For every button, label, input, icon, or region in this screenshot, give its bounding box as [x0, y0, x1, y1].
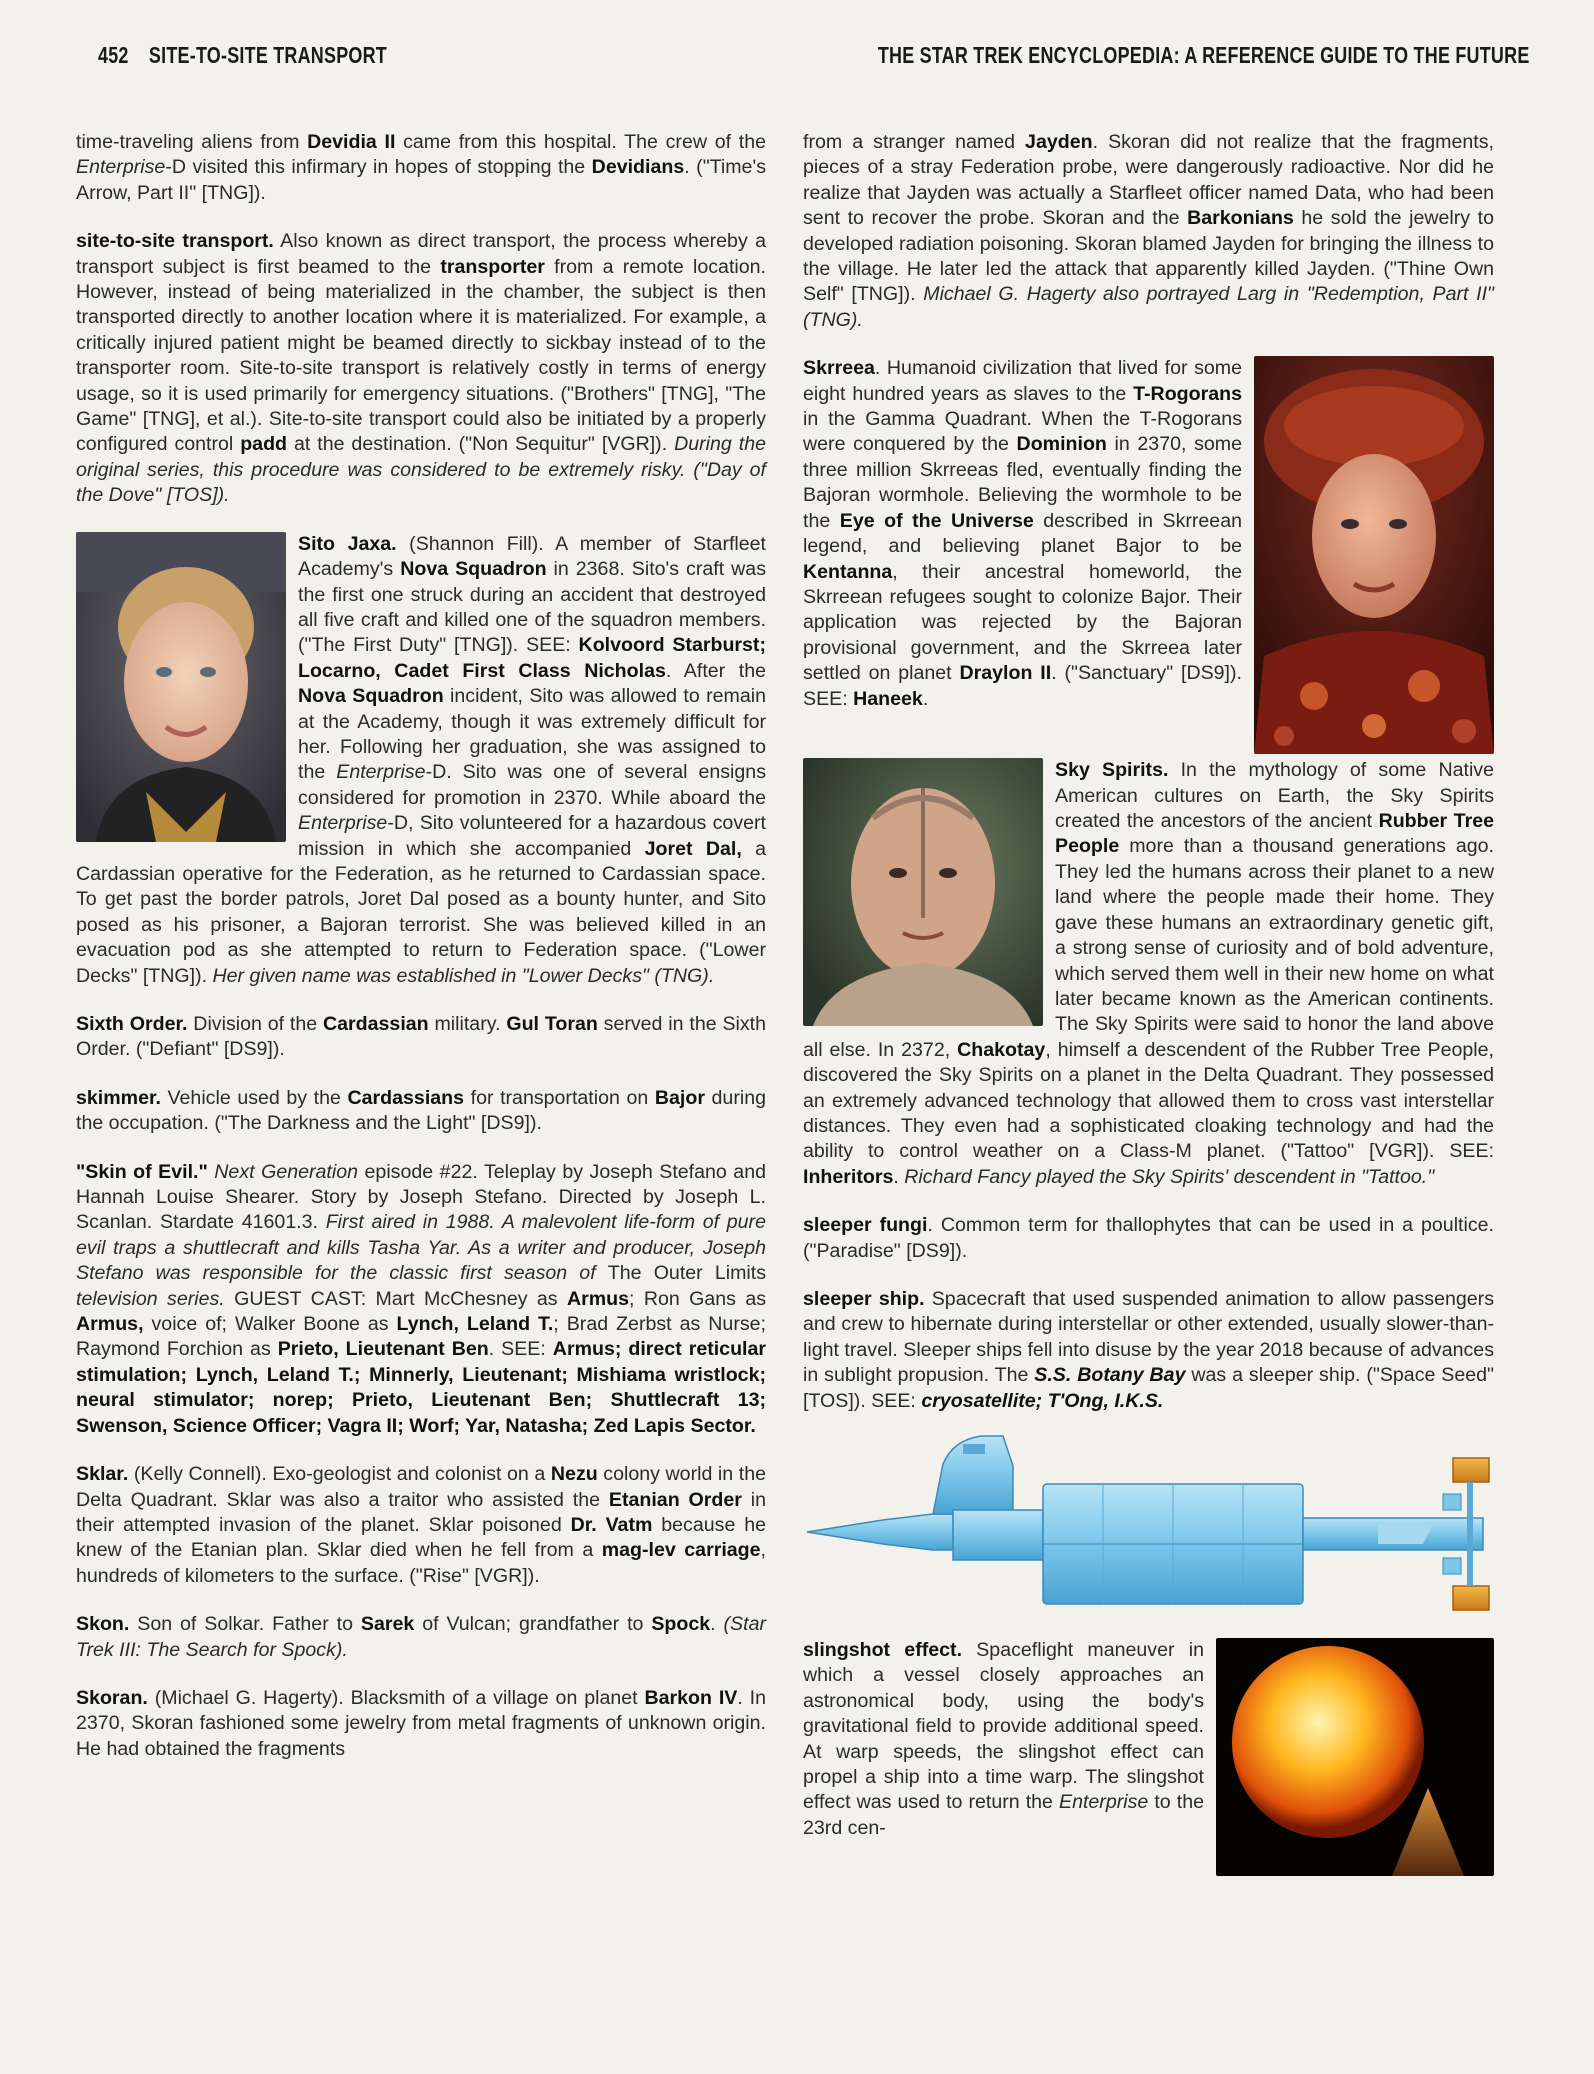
- text-run: ; Ron Gans as: [629, 1287, 767, 1310]
- text-run: in the Gamma Quadrant. When the T-Rogorans were conquered by the: [803, 408, 1242, 456]
- text-run: . Skoran did not realize that the fragments, pieces of a stray Federation probe, were dangerously radioactive. Nor did he realize that Jayden was actually a Starfleet officer named Data, who had been sent to recover the probe. Skoran and the: [803, 131, 1494, 230]
- text-run: Jayden: [1025, 131, 1093, 153]
- text-run: Kolvoord Starburst; Locarno, Cadet First Class Nicholas: [298, 634, 766, 682]
- text-run: (Kelly Connell). Exo-geologist and colonist on a: [128, 1463, 551, 1486]
- text-run: from a stranger named: [803, 131, 1026, 153]
- text-run: a Cardassian operative for the Federation, as he returned to Cardassian space. To get past the border patrols, Joret Dal posed as a bounty hunter, and Sito posed as his prisoner, a Bajoran terrorist. She was believed killed in an evacuation pod as she attempted to return to Federation space. ("Lower Decks" [TNG]).: [76, 837, 766, 987]
- text-run: Spock: [651, 1613, 711, 1636]
- text-run: , hundreds of kilometers to the surface. ("Rise" [VGR]).: [76, 1539, 766, 1587]
- text-run: in their attempted invasion of the planet. Sklar poisoned: [76, 1488, 766, 1536]
- text-run: During the original series, this procedure was considered to be extremely risky. ("Day of the Dove" [TOS]).: [76, 433, 766, 507]
- text-run: Enterprise: [1059, 1791, 1149, 1814]
- text-run: time-traveling aliens from: [76, 131, 308, 153]
- sleeper-ship-illustration: [803, 1424, 1494, 1624]
- text-run: Also known as direct transport, the process whereby a transport subject is first beamed to the: [76, 230, 767, 278]
- text-run: T-Rogorans: [1133, 382, 1242, 405]
- entry-sleeper-ship: [803, 1287, 1494, 1414]
- text-run: (Michael G. Hagerty). Blacksmith of a village on planet: [147, 1686, 645, 1709]
- text-run: . ("Sanctuary" [DS9]). SEE:: [803, 662, 1242, 710]
- text-run: Devidians: [591, 156, 685, 179]
- text-run: Rubber Tree People: [1055, 810, 1494, 858]
- text-run: Her given name was established in "Lower Decks" (TNG).: [212, 964, 715, 987]
- text-run: described in Skrreean legend, and believing planet Bajor to be: [803, 509, 1242, 558]
- text-run: Armus,: [76, 1313, 144, 1336]
- text-run: in 2368. Sito's craft was the first one struck during an accident that destroyed all five craft and killed one of the squadron members. ("The First Duty" [TNG]). SEE:: [298, 558, 766, 657]
- text-run: Prieto, Lieutenant Ben: [277, 1338, 489, 1361]
- text-run: was a sleeper ship. ("Space Seed" [TOS]). SEE:: [803, 1364, 1494, 1412]
- text-run: -D visited this infirmary in hopes of stopping the: [165, 156, 592, 179]
- text-run: Spacecraft that used suspended animation to allow passengers and crew to hibernate during interstellar or other extended, usually slower-than-light travel. Sleeper ships fell into disuse by the year 2018 because of advances in sublight propusion. The: [803, 1287, 1494, 1387]
- text-run: First aired in 1988. A malevolent life-form of pure evil traps a shuttlecraft and kills Tasha Yar. As a writer and producer, Joseph Stefano was responsible for the classic first season of: [76, 1211, 766, 1285]
- text-run: for transportation on: [464, 1086, 655, 1109]
- text-run: , himself a descendent of the Rubber Tree People, discovered the Sky Spirits on a planet in the Delta Quadrant. They possessed an extremely advanced technology that allowed them to cross vast interstellar distances. They even had a sophisticated cloaking technology and had the ability to control weather on a Class-M planet. ("Tattoo" [VGR]). SEE:: [803, 1038, 1495, 1163]
- text-run: Enterprise: [76, 156, 166, 179]
- text-run: transporter: [440, 255, 545, 278]
- text-run: Nova Squadron: [298, 685, 444, 708]
- page-header: [70, 42, 1530, 80]
- text-run: .: [710, 1613, 724, 1636]
- entry-skin-of-evil: [76, 1160, 766, 1439]
- entry-sleeper-fungi: [803, 1213, 1494, 1264]
- text-run: . SEE:: [488, 1338, 553, 1361]
- text-run: Barkon IV: [644, 1686, 738, 1709]
- text-run: Dr. Vatm: [570, 1513, 653, 1536]
- text-run: . Common term for thallophytes that can be used in a poultice. ("Paradise" [DS9]).: [803, 1214, 1494, 1262]
- book-title: THE STAR TREK ENCYCLOPEDIA: A REFERENCE GUIDE TO THE FUTURE: [878, 42, 1530, 68]
- text-run: cryosatellite; T'Ong, I.K.S.: [921, 1389, 1164, 1412]
- headword: Sky Spirits.: [1055, 759, 1169, 782]
- sky-spirit-photo: [803, 758, 1043, 1026]
- page-number: 452: [98, 42, 129, 68]
- text-run: Enterprise: [298, 812, 388, 835]
- text-run: Devidia II: [307, 131, 396, 153]
- entry-sklar: [76, 1462, 766, 1589]
- text-run: . ("Time's Arrow, Part II" [TNG]).: [76, 156, 766, 204]
- text-run: Michael G. Hagerty also portrayed Larg in "Redemption, Part II" (TNG).: [803, 283, 1494, 331]
- text-run: -D. Sito was one of several ensigns considered for promotion in 2370. While aboard the: [298, 761, 767, 809]
- text-run: from a remote location. However, instead of being materialized in the chamber, the subject is then transported directly to another location where it is materialized. For example, a critically injured patient might be beamed directly to sickbay instead of to the transporter room. Site-to-site transport is relatively costly in terms of energy usage, so it is used primarily for emergency situations. ("Brothers" [TNG], "The Game" [TNG], et al.). Site-to-site transport could also be initiated by a properly configured control: [76, 255, 766, 456]
- text-run: voice of; Walker Boone as: [143, 1313, 397, 1336]
- headword: Sklar.: [76, 1463, 129, 1486]
- entry-skon: [76, 1612, 766, 1663]
- text-run: Vehicle used by the: [160, 1086, 348, 1109]
- headword: skimmer.: [76, 1086, 161, 1109]
- entry-sixth-order: [76, 1012, 766, 1063]
- text-run: Enterprise: [336, 761, 426, 784]
- text-run: The Outer Limits: [607, 1262, 766, 1285]
- headword: Skon.: [76, 1613, 130, 1636]
- text-run: incident, Sito was allowed to remain at the Academy, though it was extremely difficult for her. Following her graduation, she was assigned to the: [298, 685, 766, 784]
- text-run: Eye of the Universe: [839, 509, 1034, 532]
- section-title: SITE-TO-SITE TRANSPORT: [148, 42, 387, 68]
- text-run: , their ancestral homeworld, the Skrreean refugees sought to colonize Bajor. Their application was rejected by the Bajoran provisional government, and the Skrreea later settled on planet: [803, 560, 1242, 685]
- text-run: (Star Trek III: The Search for Spock).: [76, 1613, 766, 1661]
- entry-skoran-continuation: [803, 130, 1494, 333]
- text-run: Son of Solkar. Father to: [129, 1613, 361, 1636]
- headword: slingshot effect.: [803, 1639, 963, 1661]
- headword: Skrreea: [803, 357, 875, 380]
- headword: sleeper ship.: [803, 1287, 925, 1310]
- text-run: . Humanoid civilization that lived for some eight hundred years as slaves to the: [803, 357, 1242, 405]
- entry-skimmer: [76, 1086, 766, 1137]
- entry-skoran: [76, 1686, 766, 1762]
- headword: "Skin of Evil.": [76, 1160, 208, 1183]
- text-run: he sold the jewelry to developed radiation poisoning. Skoran blamed Jayden for bringing the illness to the village. He later led the attack that apparently killed Jayden. ("Thine Own Self" [TNG]).: [803, 207, 1494, 306]
- text-run: Spaceflight maneuver in which a vessel closely approaches an astronomical body, using the body's gravitational field to provide additional speed. At warp speeds, the slingshot effect can propel a ship into a time warp. The slingshot effect was used to return the: [803, 1639, 1204, 1814]
- text-run: Draylon II: [959, 662, 1052, 685]
- text-run: GUEST CAST: Mart McChesney as: [224, 1287, 567, 1310]
- text-run: Nova Squadron: [400, 558, 547, 581]
- text-run: -D, Sito volunteered for a hazardous covert mission in which she accompanied: [298, 812, 766, 860]
- text-run: ; Brad Zerbst as Nurse; Raymond Forchion as: [76, 1313, 766, 1361]
- text-run: .: [922, 687, 929, 710]
- text-run: Bajor: [654, 1086, 705, 1109]
- text-run: television series.: [76, 1287, 225, 1310]
- text-run: Next Generation: [214, 1160, 359, 1183]
- text-run: Cardassians: [347, 1086, 465, 1109]
- text-run: Nezu: [550, 1463, 598, 1486]
- text-run: of Vulcan; grandfather to: [414, 1613, 652, 1636]
- text-run: in 2370, some three million Skrreeas fled, eventually finding the Bajoran wormhole. Believing the wormhole to be the: [803, 433, 1242, 532]
- text-run: S.S. Botany Bay: [1034, 1364, 1186, 1387]
- text-run: episode #22. Teleplay by Joseph Stefano and Hannah Louise Shearer. Story by Joseph Stefano. Directed by Joseph L. Scanlan. Stardate 41601.3.: [76, 1160, 766, 1234]
- text-run: Division of the: [187, 1013, 323, 1035]
- right-column: [803, 130, 1494, 1878]
- text-run: Haneek: [853, 687, 923, 710]
- text-run: Kentanna: [803, 560, 893, 583]
- text-run: because he knew of the Etanian plan. Sklar died when he fell from a: [76, 1513, 766, 1562]
- entry-site-to-site-transport: [76, 229, 766, 508]
- text-run: (Shannon Fill). A member of Starfleet Academy's: [298, 532, 767, 581]
- text-run: colony world in the Delta Quadrant. Sklar was also a traitor who assisted the: [76, 1463, 766, 1511]
- headword: Skoran.: [76, 1686, 148, 1709]
- text-run: Cardassian: [322, 1013, 429, 1035]
- text-run: more than a thousand generations ago. They led the humans across their planet to a new land where the people made their home. They gave these humans an extraordinary genetic gift, a strong sense of curiosity and of bold adventure, which served them well in their new home on what later became known as the American continents. The Sky Spirits were said to honor the land above all else. In 2372,: [803, 835, 1494, 1061]
- text-run: military.: [428, 1013, 507, 1035]
- text-run: mag-lev carriage: [601, 1539, 761, 1562]
- text-run: Armus: [566, 1287, 630, 1310]
- headword: site-to-site transport.: [76, 230, 274, 253]
- entry-devidia-continuation: [76, 130, 766, 206]
- text-run: Etanian Order: [608, 1488, 742, 1511]
- text-run: came from this hospital. The crew of the: [395, 131, 766, 153]
- text-run: Chakotay: [957, 1038, 1046, 1061]
- text-run: during the occupation. ("The Darkness and the Light" [DS9]).: [76, 1086, 767, 1135]
- sito-jaxa-photo: [76, 532, 286, 842]
- text-run: Lynch, Leland T.: [396, 1313, 554, 1336]
- text-run: . In 2370, Skoran fashioned some jewelry from metal fragments of unknown origin. He had obtained the fragments: [76, 1686, 767, 1760]
- headword: Sito Jaxa.: [298, 532, 397, 555]
- text-run: Gul Toran: [506, 1013, 598, 1035]
- text-run: at the destination. ("Non Sequitur" [VGR]).: [287, 433, 675, 456]
- skrreea-photo: [1254, 356, 1494, 754]
- headword: sleeper fungi: [803, 1214, 928, 1237]
- text-run: Joret Dal,: [644, 837, 742, 860]
- text-run: . After the: [665, 659, 766, 682]
- headword: Sixth Order.: [76, 1013, 188, 1035]
- text-run: Armus; direct reticular stimulation; Lynch, Leland T.; Minnerly, Lieutenant; Mishiama wristlock; neural stimulator; norep; Prieto, Lieutenant Ben; Shuttlecraft 13; Swenson, Science Officer; Vagra II; Worf; Yar, Natasha; Zed Lapis Sector.: [76, 1338, 767, 1437]
- text-run: Richard Fancy played the Sky Spirits' descendent in "Tattoo.": [904, 1165, 1435, 1188]
- text-run: Dominion: [1016, 433, 1107, 456]
- text-run: .: [893, 1165, 905, 1188]
- text-run: Barkonians: [1187, 207, 1294, 230]
- slingshot-effect-photo: [1216, 1638, 1494, 1876]
- left-column: [76, 130, 766, 1785]
- text-run: Sarek: [360, 1613, 415, 1636]
- text-run: to the 23rd cen-: [803, 1791, 1205, 1839]
- text-run: In the mythology of some Native American cultures on Earth, the Sky Spirits created the ancestors of the ancient: [1055, 759, 1494, 833]
- text-run: Inheritors: [803, 1165, 894, 1188]
- text-run: served in the Sixth Order. ("Defiant" [DS9]).: [76, 1013, 767, 1061]
- header-left: [98, 42, 387, 69]
- text-run: padd: [240, 433, 288, 456]
